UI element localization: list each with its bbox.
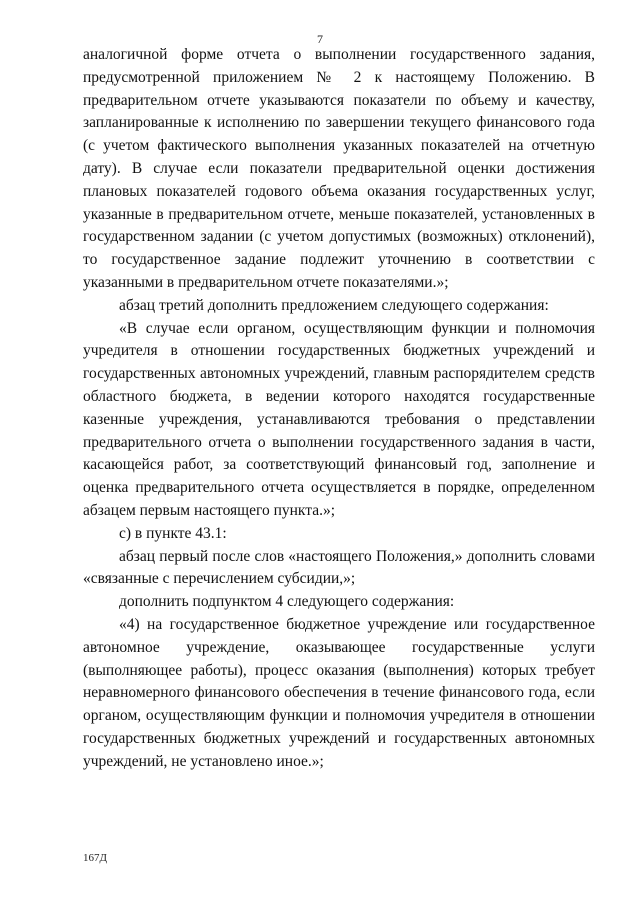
paragraph-amendment-intro: абзац третий дополнить предложением следующего содержания: [119, 296, 549, 314]
document-body [83, 44, 595, 774]
paragraph-subpoint-4: «4) на государственное бюджетное учреждение или государственное автономное учреждение, оказывающее государственные услуги (выполняющее работы), процесс оказания (выполнения) которых требует неравномерного финансового обеспечения в течение финансового года, если органом, осуществляющим функции и полномочия учредителя в отношении государственных бюджетных учреждений и государственных автономных учреждений, не установлено иное.»; [83, 615, 595, 770]
paragraph-add-subpoint: дополнить подпунктом 4 следующего содержания: [119, 593, 455, 611]
page-number: 7 [317, 32, 323, 46]
paragraph-amendment-text: «В случае если органом, осуществляющим функции и полномочия учредителя в отношении государственных бюджетных учреждений и государственных автономных учреждений, главным распорядителем средств областного бюджета, в ведении которого находятся государственные казенные учреждения, устанавливаются требования о представлении предварительного отчета о выполнении государственного задания в части, касающейся работ, за соответствующий финансовый год, заполнение и оценка предварительного отчета осуществляется в порядке, определенном абзацем первым настоящего пункта.»; [83, 319, 595, 519]
paragraph-point-c: с) в пункте 43.1: [119, 524, 227, 542]
paragraph-first-abzac: абзац первый после слов «настоящего Положения,» дополнить словами «связанные с перечислением субсидии,»; [83, 547, 595, 588]
footer-code: 167Д [83, 852, 108, 864]
paragraph-continuation: аналогичной форме отчета о выполнении государственного задания, предусмотренной приложением № 2 к настоящему Положению. В предварительном отчете указываются показатели по объему и качеству, запланированные к исполнению по завершении текущего финансового года (с учетом фактического выполнения указанных показателей на отчетную дату). В случае если показатели предварительной оценки достижения плановых показателей годового объема оказания государственных услуг, указанные в предварительном отчете, меньше показателей, установленных в государственном задании (с учетом допустимых (возможных) отклонений), то государственное задание подлежит уточнению в соответствии с указанными в предварительном отчете показателями.»; [83, 46, 595, 291]
